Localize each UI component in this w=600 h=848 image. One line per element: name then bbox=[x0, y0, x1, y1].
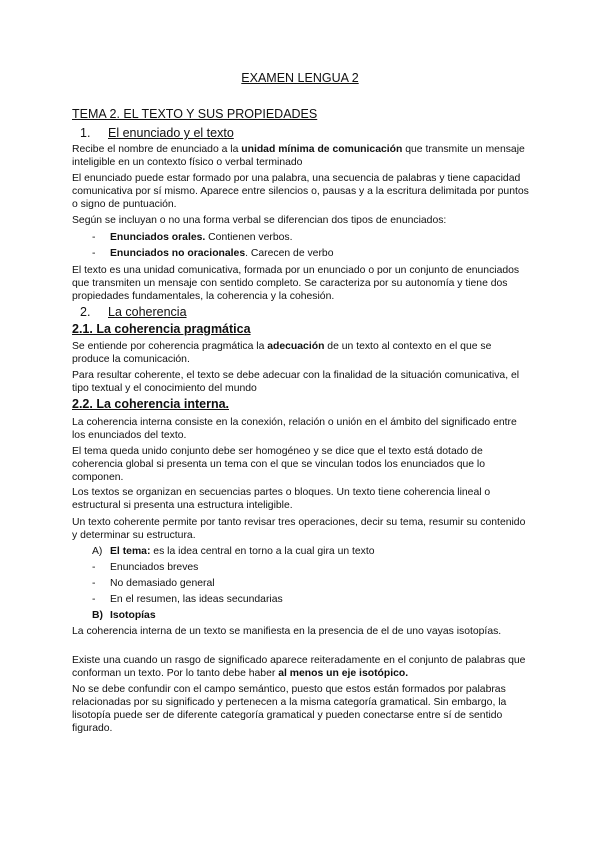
topic-heading: TEMA 2. EL TEXTO Y SUS PROPIEDADES bbox=[72, 107, 318, 121]
paragraph-linear-coherence: Los textos se organizan en secuencias partes o bloques. Un texto tiene coherencia lineal o estructural si presenta una estructura inteligible. bbox=[72, 487, 491, 511]
item-a-text bbox=[110, 545, 375, 558]
bold-term: adecuación bbox=[267, 341, 325, 352]
paragraph-semantic-field: No se debe confundir con el campo semántico, puesto que estos están formados por palabras relacionadas por su significado y pertenecen a la misma categoría gramatical. Sin embargo, la lisotopía puede ser de diferente categoría gramatical y pueden conectarse entre sí de sentido figurado. bbox=[72, 684, 507, 734]
list-bullet: - bbox=[92, 232, 96, 243]
text-run: que transmite un mensaje inteligible en un contexto físico o verbal terminado bbox=[72, 144, 525, 168]
paragraph-isotopy-definition bbox=[72, 654, 530, 680]
list-item: En el resumen, las ideas secundarias bbox=[110, 594, 283, 605]
text-run: de un texto al contexto en el que se produce la comunicación. bbox=[72, 341, 492, 365]
paragraph-enunciado-formation: El enunciado puede estar formado por una palabra, una secuencia de palabras y tiene capacidad comunicativa por sí mismo. Aparece entre silencios o, pausas y a la escritura delimitada por puntos o signo de puntuación. bbox=[72, 173, 529, 210]
document-title: EXAMEN LENGUA 2 bbox=[241, 71, 359, 85]
paragraph-three-operations: Un texto coherente permite por tanto revisar tres operaciones, decir su tema, resumir su contenido y determinar su estructura. bbox=[72, 517, 526, 541]
text-run: . Carecen de verbo bbox=[245, 248, 334, 259]
text-run: Recibe el nombre de enunciado a la bbox=[72, 144, 242, 155]
item-b-label: B) bbox=[92, 610, 103, 621]
section-1-title: El enunciado y el texto bbox=[108, 126, 234, 140]
list-bullet: - bbox=[92, 594, 96, 605]
section-2-title: La coherencia bbox=[108, 305, 187, 319]
paragraph-internal-coherence: La coherencia interna consiste en la conexión, relación o unión en el ámbito del significado entre los enunciados del texto. bbox=[72, 417, 517, 441]
section-1-number: 1. bbox=[80, 126, 91, 140]
bold-term: Enunciados no oracionales bbox=[110, 248, 246, 259]
item-a-label: A) bbox=[92, 546, 103, 557]
text-run: Se entiende por coherencia pragmática la bbox=[72, 341, 268, 352]
item-b-title: Isotopías bbox=[110, 610, 156, 621]
section-2-number: 2. bbox=[80, 305, 91, 319]
bold-term: unidad mínima de comunicación bbox=[241, 144, 403, 155]
paragraph-enunciado-definition bbox=[72, 143, 530, 169]
bold-term: al menos un eje isotópico. bbox=[278, 668, 409, 679]
list-item: No demasiado general bbox=[110, 578, 215, 589]
list-bullet: - bbox=[92, 248, 96, 259]
paragraph-texto-definition: El texto es una unidad comunicativa, formada por un enunciado o por un conjunto de enunciados que transmiten un mensaje con sentido completo. Se caracteriza por su autonomía y tiene dos propiedades fundamentales, la coherencia y la cohesión. bbox=[72, 265, 520, 302]
bold-term: El tema: bbox=[110, 546, 151, 557]
text-run: Contienen verbos. bbox=[205, 232, 293, 243]
paragraph-isotopy-presence: La coherencia interna de un texto se manifiesta en la presencia de el de uno vayas isotopías. bbox=[72, 626, 502, 637]
list-bullet: - bbox=[92, 562, 96, 573]
list-item bbox=[110, 247, 333, 260]
paragraph-pragmatic-adequacy: Para resultar coherente, el texto se debe adecuar con la finalidad de la situación comunicativa, el tipo textual y el conocimiento del mundo bbox=[72, 370, 520, 394]
subsection-2-1-heading: 2.1. La coherencia pragmática bbox=[72, 322, 251, 336]
text-run: es la idea central en torno a la cual gira un texto bbox=[150, 546, 375, 557]
paragraph-pragmatic-definition bbox=[72, 340, 530, 366]
paragraph-global-coherence: El tema queda unido conjunto debe ser homogéneo y se dice que el texto está dotado de coherencia global si presenta un tema con el que se vinculan todos los enunciados que lo componen. bbox=[72, 446, 486, 483]
list-bullet: - bbox=[92, 578, 96, 589]
bold-term: Enunciados orales. bbox=[110, 232, 206, 243]
list-item bbox=[110, 231, 293, 244]
text-run: Existe una cuando un rasgo de significado aparece reiteradamente en el conjunto de palabras que conforman un texto. Por lo tanto debe haber bbox=[72, 655, 526, 679]
paragraph-types-intro: Según se incluyan o no una forma verbal se diferencian dos tipos de enunciados: bbox=[72, 215, 447, 226]
subsection-2-2-heading: 2.2. La coherencia interna. bbox=[72, 397, 230, 411]
list-item: Enunciados breves bbox=[110, 562, 199, 573]
